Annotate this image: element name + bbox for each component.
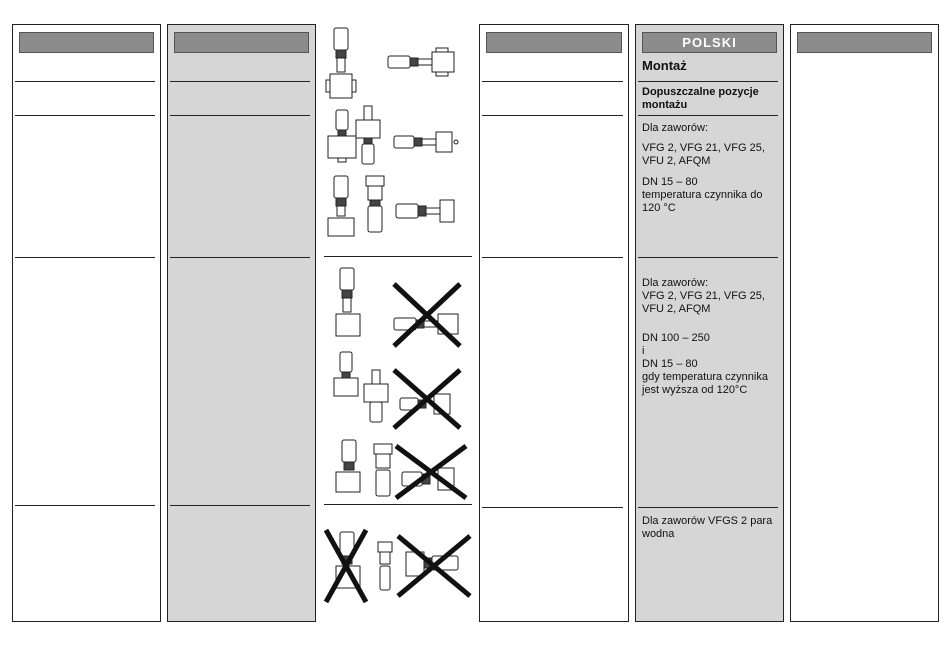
column-6 <box>790 24 939 622</box>
section1-line1: Dla zaworów: <box>642 122 709 134</box>
valve-crossed-5 <box>394 370 460 428</box>
column-1-rule-2 <box>15 115 155 116</box>
column-5-rule-3 <box>638 257 778 258</box>
column-5-rule-2 <box>638 115 778 116</box>
column-1-rule-4 <box>15 505 155 506</box>
section3-steam-note: Dla zaworów VFGS 2 para wodna <box>642 515 773 540</box>
column-2-rule-1 <box>170 81 310 82</box>
column-4 <box>479 24 629 622</box>
section-subtitle: Dopuszczalne pozycje montażu <box>642 86 759 111</box>
section2-conjunction: i <box>642 345 645 357</box>
valve-inverted-6 <box>374 444 392 496</box>
column-5-rule-4 <box>638 507 778 508</box>
illustration-column <box>322 24 474 622</box>
language-header: POLSKI <box>642 32 777 53</box>
valve-upright-3 <box>328 176 354 236</box>
column-polski <box>635 24 784 622</box>
valve-crossed-7 <box>326 530 366 602</box>
valve-inverted-5 <box>364 370 388 422</box>
valve-crossed-8 <box>398 536 470 596</box>
valve-crossed-6 <box>396 446 466 498</box>
allowed-positions-illustration <box>322 24 474 254</box>
column-4-rule-1 <box>482 81 623 82</box>
section2-valve-list: VFG 2, VFG 21, VFG 25, VFU 2, AFQM <box>642 290 765 315</box>
column-4-rule-3 <box>482 257 623 258</box>
section2-line1: Dla zaworów: <box>642 277 709 289</box>
column-2-header <box>174 32 309 53</box>
steam-positions-illustration <box>322 508 474 620</box>
valve-horizontal-2 <box>394 132 458 152</box>
column-1-header <box>19 32 154 53</box>
section1-valve-list: VFG 2, VFG 21, VFG 25, VFU 2, AFQM <box>642 142 765 167</box>
column-2-rule-3 <box>170 257 310 258</box>
column-2-rule-4 <box>170 505 310 506</box>
section2-temperature: gdy temperatura czynnika jest wyższa od 120°C <box>642 371 768 396</box>
section-title: Montaż <box>642 58 687 73</box>
illustration-separator-1 <box>324 256 472 257</box>
valve-horizontal-3 <box>396 200 454 222</box>
section2-dn-range-small: DN 15 – 80 <box>642 358 698 370</box>
section1-temperature: temperatura czynnika do 120 °C <box>642 189 763 214</box>
valve-inverted-7 <box>378 542 392 590</box>
restricted-positions-illustration <box>322 260 474 504</box>
valve-upright-1 <box>326 28 356 98</box>
column-4-header <box>486 32 622 53</box>
valve-inverted-3 <box>366 176 384 232</box>
column-4-rule-4 <box>482 507 623 508</box>
column-1-rule-1 <box>15 81 155 82</box>
valve-crossed-4 <box>394 284 460 346</box>
section2-dn-range-large: DN 100 – 250 <box>642 332 710 344</box>
valve-horizontal-1 <box>388 48 454 76</box>
valve-upright-6 <box>336 440 360 492</box>
column-1 <box>12 24 161 622</box>
valve-upright-5 <box>334 352 358 396</box>
column-6-header <box>797 32 932 53</box>
column-2-rule-2 <box>170 115 310 116</box>
column-1-rule-3 <box>15 257 155 258</box>
column-4-rule-2 <box>482 115 623 116</box>
column-5-rule-1 <box>638 81 778 82</box>
column-2 <box>167 24 316 622</box>
illustration-separator-2 <box>324 504 472 505</box>
valve-inverted-2 <box>356 106 380 164</box>
section1-dn-range: DN 15 – 80 <box>642 176 698 188</box>
valve-upright-2 <box>328 110 356 162</box>
valve-upright-4 <box>336 268 360 336</box>
